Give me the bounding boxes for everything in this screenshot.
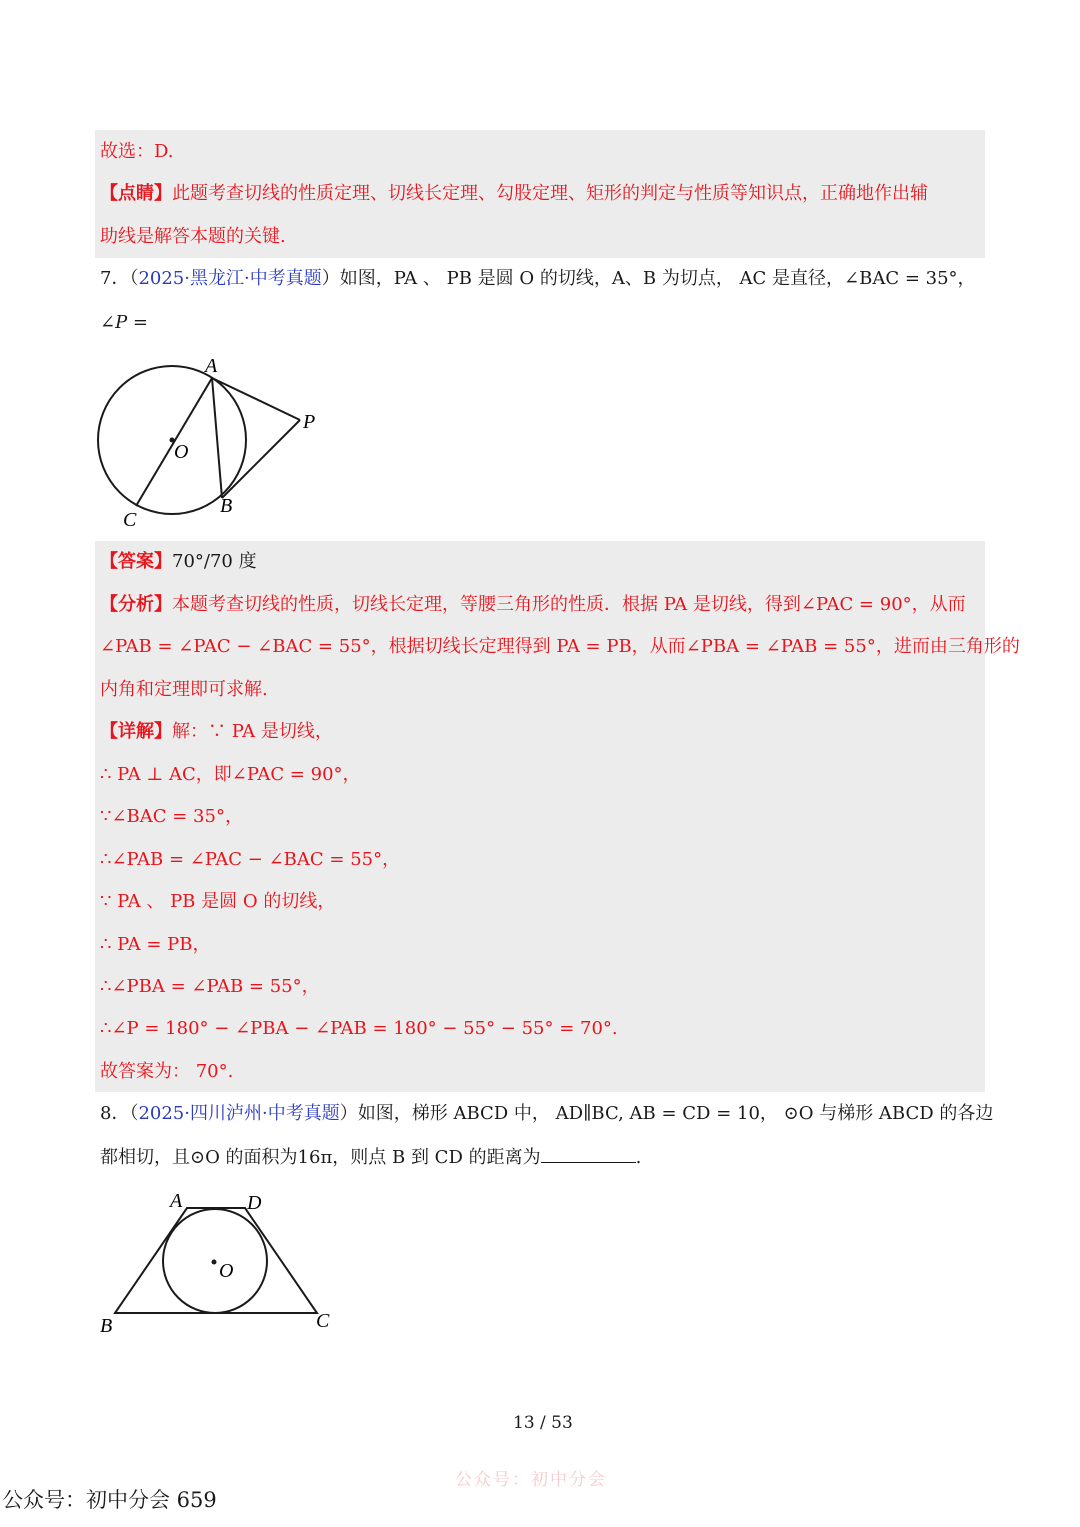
q7-label-c: C — [123, 509, 137, 531]
step-2: ∴ PA ⊥ AC，即∠PAC = 90°， — [100, 764, 361, 785]
comment-tag: 【点睛】 — [100, 183, 172, 204]
q7-source-open: （ — [129, 268, 139, 289]
q8-number: 8． — [100, 1103, 130, 1124]
step-8: ∴∠P = 180° − ∠PBA − ∠PAB = 180° − 55° − 55° = 70°. — [100, 1018, 618, 1039]
analysis-tag: 【分析】 — [100, 594, 172, 615]
watermark: 公众号：初中分会 — [455, 1470, 607, 1490]
q7-label-b: B — [220, 495, 233, 517]
q8-source: 2025·四川泸州·中考真题 — [138, 1103, 340, 1124]
answer-blank — [541, 1144, 636, 1163]
q8-label-b: B — [100, 1315, 113, 1337]
footer-account: 公众号：初中分会 659 — [2, 1488, 217, 1512]
q7-text-line1: 如图，PA 、 PB 是圆 O 的切线，A、B 为切点， AC 是直径，∠BAC = 35°， — [339, 268, 976, 289]
step-4: ∴∠PAB = ∠PAC − ∠BAC = 55°， — [100, 849, 401, 870]
q8-source-close: ） — [339, 1103, 358, 1124]
step-7: ∴∠PBA = ∠PAB = 55°， — [100, 976, 320, 997]
step-5: ∵ PA 、 PB 是圆 O 的切线， — [100, 891, 336, 912]
q7-analysis-line2: ∠PAB = ∠PAC − ∠BAC = 55°，根据切线长定理得到 PA = PB，从而∠PBA = ∠PAB = 55°，进而由三角形的 — [100, 636, 1020, 657]
q7-source-close: ） — [321, 268, 340, 289]
q8-label-o: O — [219, 1260, 234, 1282]
q7-analysis-line1 — [100, 592, 966, 618]
q7-tangent-pb — [222, 420, 300, 498]
comment-text-1: 此题考查切线的性质定理、切线长定理、勾股定理、矩形的判定与性质等知识点，正确地作出辅 — [172, 183, 928, 204]
step-3: ∵∠BAC = 35°， — [100, 806, 243, 827]
q8-line2 — [100, 1144, 641, 1171]
q7-chord-ab — [212, 378, 222, 498]
q7-tangent-pa — [212, 378, 300, 420]
answer-value: 70°/70 度 — [172, 551, 257, 572]
step-1: 解：∵ PA 是切线， — [172, 721, 333, 742]
q8-center-dot — [212, 1260, 217, 1265]
prev-conclusion: 故选：D. — [100, 141, 174, 162]
q7-label-p: P — [303, 411, 316, 433]
prev-comment-line1 — [100, 181, 928, 207]
q7-figure — [90, 350, 340, 535]
q7-analysis-line3: 内角和定理即可求解. — [100, 679, 268, 700]
answer-tag: 【答案】 — [100, 551, 172, 572]
q7-source: 2025·黑龙江·中考真题 — [138, 268, 322, 289]
page-number: 13 / 53 — [513, 1413, 573, 1433]
q8-source-open: （ — [129, 1103, 139, 1124]
q8-label-c: C — [316, 1310, 330, 1332]
q8-figure — [95, 1185, 345, 1345]
q7-line2: ∠P = — [100, 312, 148, 333]
q8-text-line2: 都相切，且⊙O 的面积为16π，则点 B 到 CD 的距离为 — [100, 1147, 541, 1168]
q7-label-o: O — [174, 441, 189, 463]
q8-label-d: D — [247, 1192, 262, 1214]
q8-label-a: A — [170, 1190, 183, 1212]
q7-detail-line — [100, 719, 333, 745]
analysis-text-1: 本题考查切线的性质，切线长定理，等腰三角形的性质．根据 PA 是切线，得到∠PAC = 90°，从而 — [172, 594, 966, 615]
q8-text-line1: 如图，梯形 ABCD 中， AD∥BC, AB = CD = 10， ⊙O 与梯形 ABCD 的各边 — [357, 1103, 994, 1124]
detail-tag: 【详解】 — [100, 721, 172, 742]
q7-answer-line — [100, 549, 257, 575]
q7-label-a: A — [205, 355, 218, 377]
q8-line1 — [100, 1101, 993, 1127]
q7-line1 — [100, 266, 976, 292]
q7-number: 7． — [100, 268, 130, 289]
step-6: ∴ PA = PB， — [100, 934, 211, 955]
q8-text-line2-end: . — [635, 1147, 642, 1168]
prev-comment-line2: 助线是解答本题的关键. — [100, 226, 286, 247]
q7-final: 故答案为： 70°. — [100, 1061, 234, 1082]
